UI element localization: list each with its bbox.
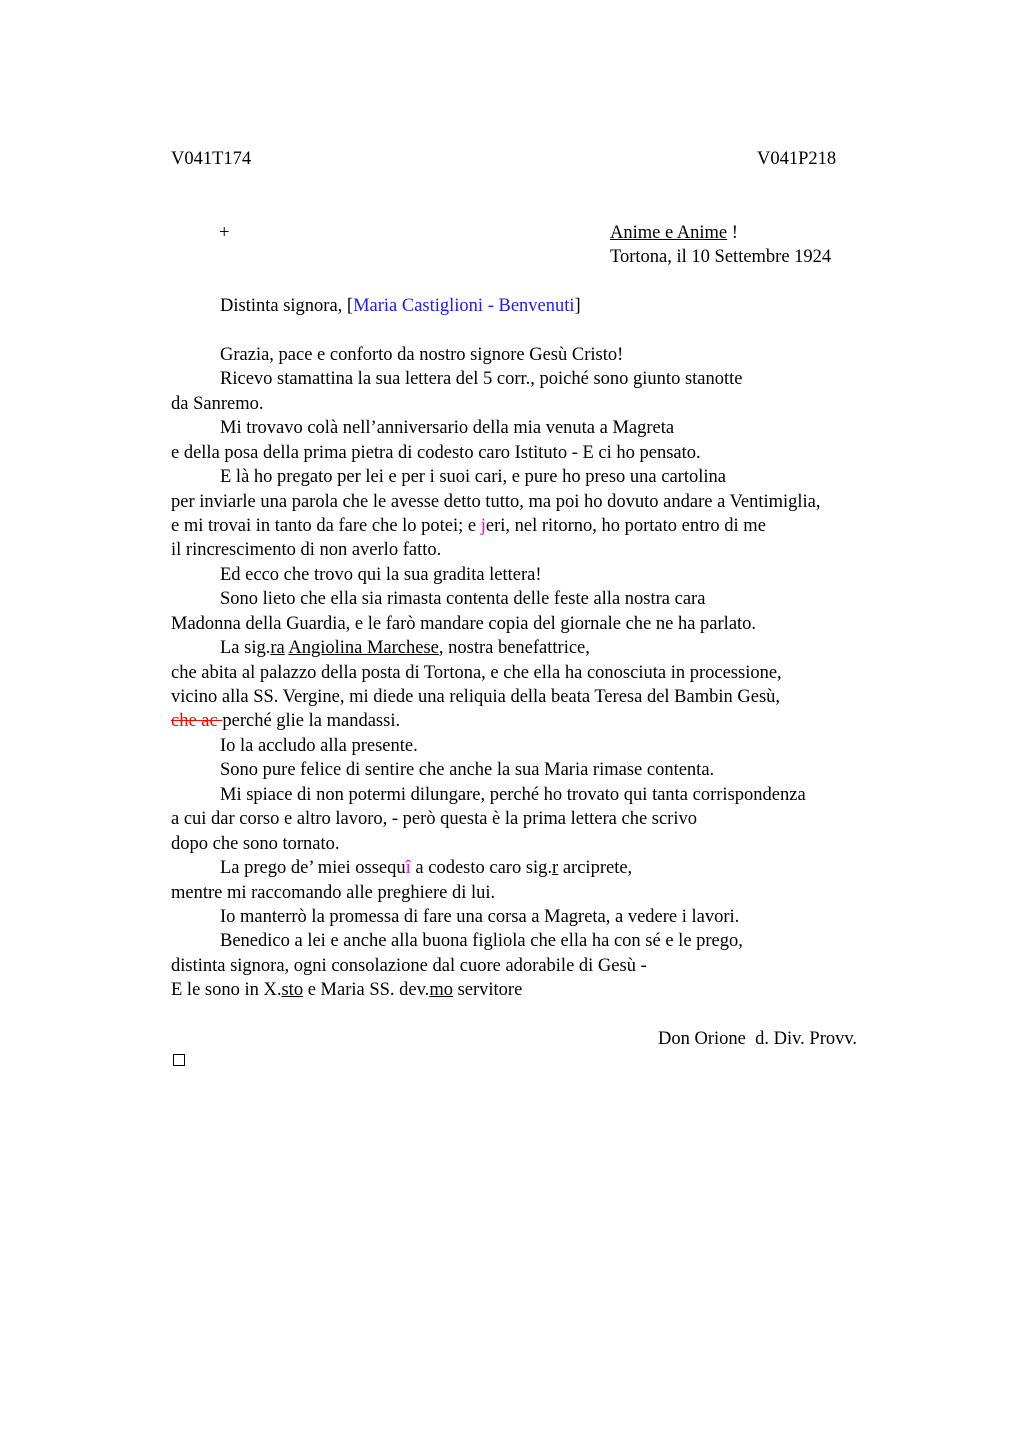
body-line <box>171 981 522 1000</box>
cross-symbol: + <box>219 223 230 243</box>
body-line: Mi trovavo colà nell’anniversario della mia venuta a Magreta <box>220 418 675 438</box>
salutation <box>220 297 581 316</box>
body-text: a codesto caro sig. <box>410 858 553 878</box>
body-line: Ed ecco che trovo qui la sua gradita lettera! <box>220 565 542 585</box>
body-line: dopo che sono tornato. <box>171 834 340 854</box>
body-line: Io manterrò la promessa di fare una corsa a Magreta, a vedere i lavori. <box>220 907 740 927</box>
body-line: vicino alla SS. Vergine, mi diede una reliquia della beata Teresa del Bambin Gesù, <box>171 687 781 707</box>
end-box-icon <box>173 1054 185 1066</box>
body-line: distinta signora, ogni consolazione dal cuore adorabile di Gesù - <box>171 956 647 976</box>
body-line: Io la accludo alla presente. <box>220 736 418 756</box>
body-line: Grazia, pace e conforto da nostro signore Gesù Cristo! <box>220 345 624 365</box>
body-line <box>171 517 766 536</box>
abbreviation-superscript: mo <box>429 980 453 1000</box>
deleted-text: che ac <box>171 711 223 731</box>
body-text: e Maria SS. dev. <box>303 980 430 1000</box>
body-line <box>220 639 590 658</box>
inserted-letter: j <box>480 516 486 536</box>
body-line: il rincrescimento di non averlo fatto. <box>171 540 442 560</box>
body-line: a cui dar corso e altro lavoro, - però questa è la prima lettera che scrivo <box>171 809 697 829</box>
signature: Don Orione d. Div. Provv. <box>658 1029 858 1049</box>
body-text: La sig. <box>220 638 271 658</box>
abbreviation-superscript: sto <box>281 980 304 1000</box>
body-text: E le sono in X. <box>171 980 282 1000</box>
abbreviation-superscript: ra <box>270 638 285 658</box>
letter-title-text: Anime e Anime <box>610 223 728 243</box>
body-text: arciprete, <box>558 858 633 878</box>
body-line: e della posa della prima pietra di codesto caro Istituto - E ci ho pensato. <box>171 443 701 463</box>
body-line: mentre mi raccomando alle preghiere di lui. <box>171 883 496 903</box>
body-line: per inviarle una parola che le avesse detto tutto, ma poi ho dovuto andare a Ventimiglia, <box>171 492 821 512</box>
letter-title <box>610 224 738 243</box>
salutation-prefix: Distinta signora, [ <box>220 296 354 316</box>
benefactor-name: Angiolina Marchese <box>288 638 439 658</box>
salutation-suffix: ] <box>574 296 581 316</box>
body-line: Madonna della Guardia, e le farò mandare copia del giornale che ne ha parlato. <box>171 614 757 634</box>
body-line: che abita al palazzo della posta di Tortona, e che ella ha conosciuta in processione, <box>171 663 782 683</box>
body-line <box>220 859 632 878</box>
body-line: Ricevo stamattina la sua lettera del 5 corr., poiché sono giunto stanotte <box>220 369 743 389</box>
abbreviation-superscript: r <box>552 858 559 878</box>
document-code-left: V041T174 <box>171 149 252 169</box>
body-line: Mi spiace di non potermi dilungare, perché ho trovato qui tanta corrispondenza <box>220 785 806 805</box>
recipient-name: Maria Castiglioni - Benvenuti <box>353 296 575 316</box>
body-text: La prego de’ miei ossequ <box>220 858 406 878</box>
body-line: da Sanremo. <box>171 394 264 414</box>
place-date: Tortona, il 10 Settembre 1924 <box>610 247 832 267</box>
body-text: servitore <box>452 980 523 1000</box>
body-line: Sono lieto che ella sia rimasta contenta delle feste alla nostra cara <box>220 589 706 609</box>
body-line: Sono pure felice di sentire che anche la sua Maria rimase contenta. <box>220 760 715 780</box>
inserted-letter: î <box>405 858 411 878</box>
body-text: eri, nel ritorno, ho portato entro di me <box>485 516 766 536</box>
body-line: Benedico a lei e anche alla buona figliola che ella ha con sé e le prego, <box>220 931 743 951</box>
body-text: perché glie la mandassi. <box>222 711 401 731</box>
document-code-right: V041P218 <box>757 149 837 169</box>
body-line <box>171 712 400 731</box>
body-text: e mi trovai in tanto da fare che lo potei; e <box>171 516 481 536</box>
body-text: , nostra benefattrice, <box>438 638 590 658</box>
letter-title-suffix: ! <box>727 223 738 243</box>
body-line: E là ho pregato per lei e per i suoi cari, e pure ho preso una cartolina <box>220 467 726 487</box>
